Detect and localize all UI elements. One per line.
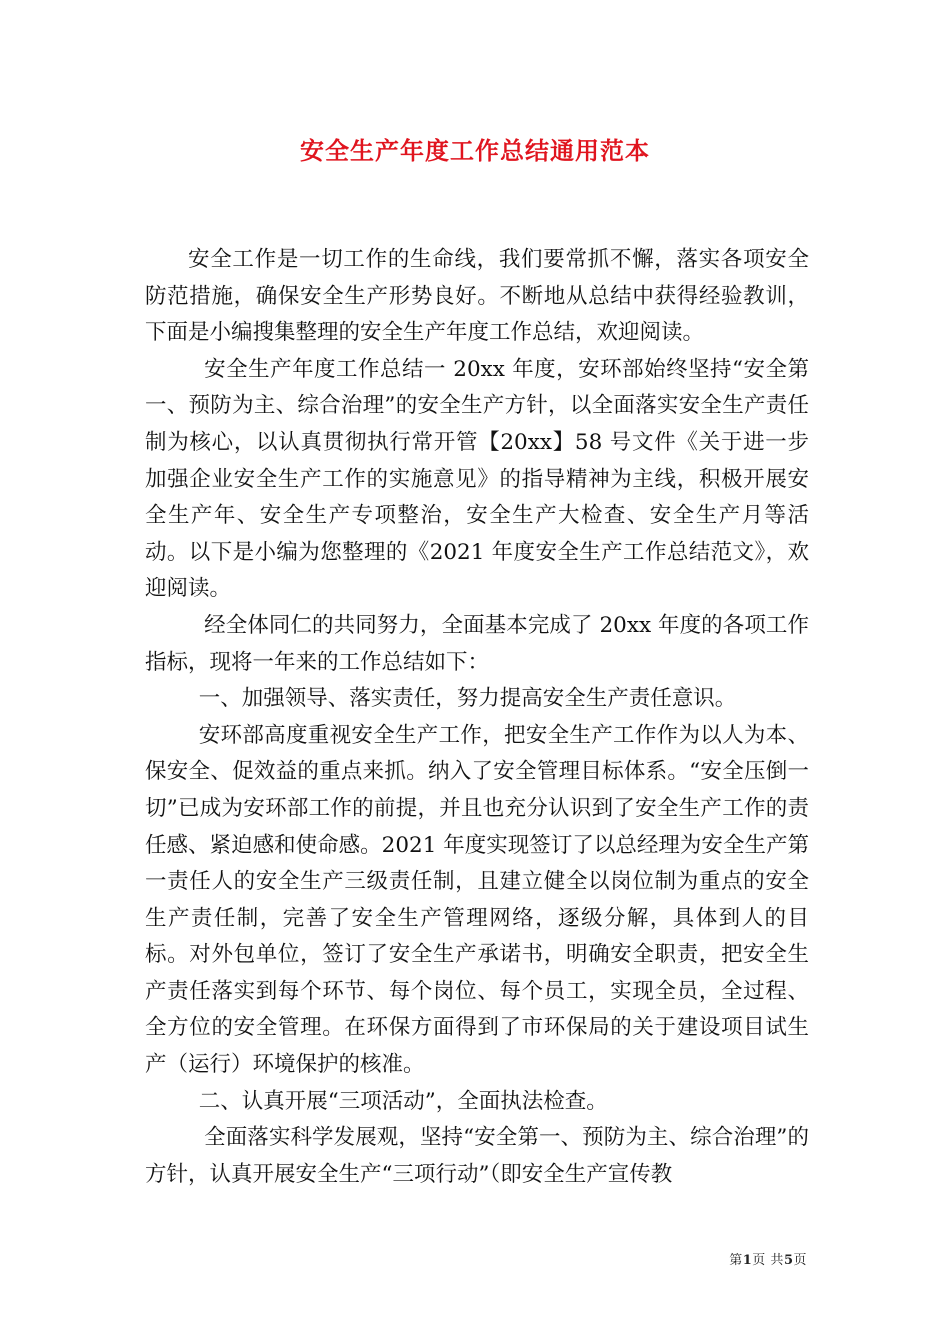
section-heading-one: 一、加强领导、落实责任，努力提高安全生产责任意识。 [198, 686, 737, 712]
document-body [145, 242, 809, 1193]
footer-current-page: 1 [742, 1253, 753, 1268]
paragraph-section-two: 全面落实科学发展观，坚持“安全第一、预防为主、综合治理”的方针，认真开展安全生产“三项行动”（即安全生产宣传教 [145, 1125, 809, 1187]
footer-middle: 页 共 [752, 1253, 784, 1268]
page-footer [729, 1249, 807, 1268]
footer-prefix: 第 [729, 1253, 743, 1268]
paragraph-intro: 安全工作是一切工作的生命线，我们要常抓不懈，落实各项安全防范措施，确保安全生产形势良好。不断地从总结中获得经验教训，下面是小编搜集整理的安全生产年度工作总结，欢迎阅读。 [145, 247, 809, 346]
paragraph-overview: 经全体同仁的共同努力，全面基本完成了 20xx 年度的各项工作指标，现将一年来的工作总结如下： [145, 612, 809, 675]
footer-suffix: 页 [793, 1253, 807, 1268]
footer-total-pages: 5 [783, 1253, 794, 1268]
document-title: 安全生产年度工作总结通用范本 [300, 137, 650, 165]
paragraph-summary-one: 安全生产年度工作总结一 20xx 年度，安环部始终坚持“安全第一、预防为主、综合治理”的安全生产方针，以全面落实安全生产责任制为核心，以认真贯彻执行常开管【20xx】58 号文件《关于进一步加强企业安全生产工作的实施意见》的指导精神为主线，积极开展安全生产年、安全生产专项整治，安全生产大检查、安全生产月等活动。以下是小编为您整理的《2021 年度安全生产工作总结范文》，欢迎阅读。 [145, 356, 809, 602]
section-heading-two: 二、认真开展“三项活动”，全面执法检查。 [198, 1088, 608, 1114]
paragraph-section-one: 安环部高度重视安全生产工作，把安全生产工作作为以人为本、保安全、促效益的重点来抓。纳入了安全管理目标体系。“安全压倒一切”已成为安环部工作的前提，并且也充分认识到了安全生产工作的责任感、紧迫感和使命感。2021 年度实现签订了以总经理为安全生产第一责任人的安全生产三级责任制，且建立健全以岗位制为重点的安全生产责任制，完善了安全生产管理网络，逐级分解，具体到人的目标。对外包单位，签订了安全生产承诺书，明确安全职责，把安全生产责任落实到每个环节、每个岗位、每个员工，实现全员，全过程、全方位的安全管理。在环保方面得到了市环保局的关于建设项目试生产（运行）环境保护的核准。 [145, 722, 809, 1078]
